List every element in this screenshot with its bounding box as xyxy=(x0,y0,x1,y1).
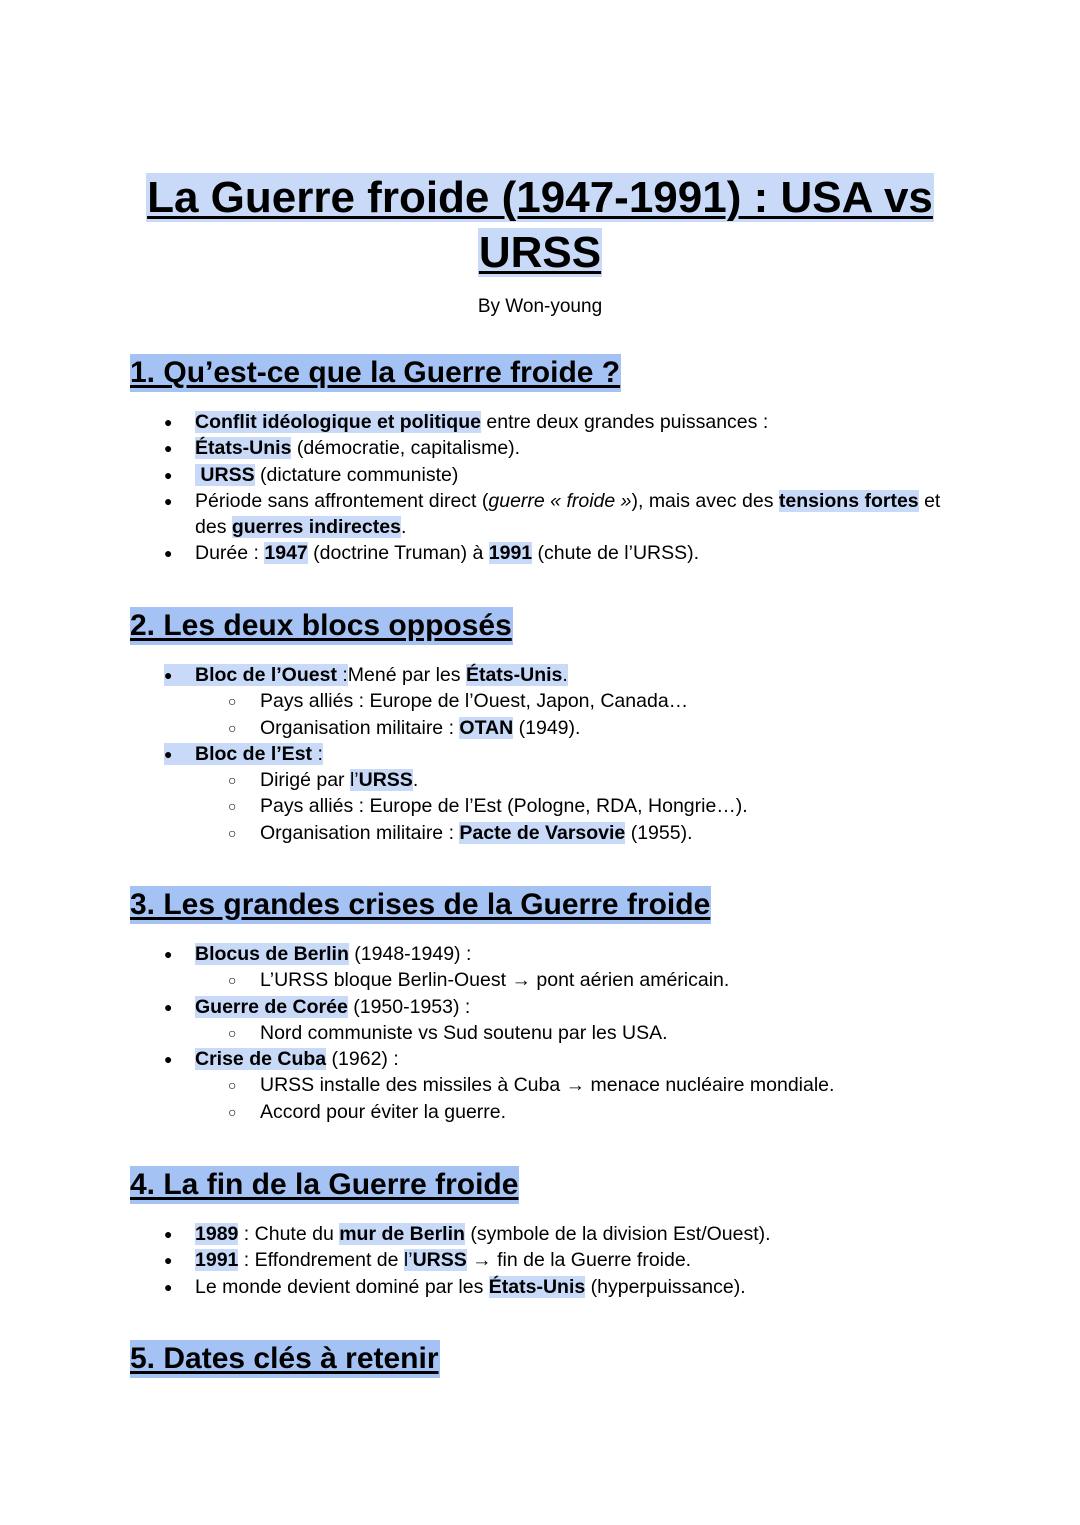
sub-list xyxy=(195,967,960,993)
section-1 xyxy=(130,354,960,567)
item-text: → fin de la Guerre froide. xyxy=(466,1249,692,1272)
list-item xyxy=(130,994,960,1047)
bullet-list xyxy=(130,1221,960,1300)
item-text: Mené par les xyxy=(347,664,466,686)
bullet-icon: ● xyxy=(164,466,173,483)
list-item xyxy=(130,941,960,994)
sub-list-item xyxy=(195,1099,960,1125)
bold-term: tensions fortes xyxy=(778,489,919,512)
bold-term: URSS xyxy=(195,463,255,486)
item-text: (1950-1953) : xyxy=(347,995,471,1018)
highlighted-label xyxy=(164,664,348,686)
section-heading: 2. Les deux blocs opposés xyxy=(130,607,513,645)
bullet-icon: ● xyxy=(164,414,173,430)
item-text: : xyxy=(336,664,348,686)
bullet-icon: ● xyxy=(164,998,173,1015)
circle-bullet-icon: ○ xyxy=(228,824,237,841)
section-2 xyxy=(130,607,960,846)
italic-text: guerre « froide » xyxy=(488,489,632,512)
circle-bullet-icon: ○ xyxy=(228,1103,237,1120)
bold-term: Bloc de l’Ouest xyxy=(195,664,337,686)
item-text: (1962) : xyxy=(326,1048,399,1071)
list-item xyxy=(130,540,960,566)
section-5 xyxy=(130,1340,960,1378)
bold-term: États-Unis xyxy=(488,1275,586,1298)
bold-term: guerres indirectes xyxy=(231,516,401,539)
bullet-icon: ● xyxy=(164,1226,173,1242)
item-text: Période sans affrontement direct ( xyxy=(195,489,489,512)
circle-bullet-icon: ○ xyxy=(228,772,237,789)
bullet-icon: ● xyxy=(164,492,173,509)
item-text: : xyxy=(312,742,323,765)
bold-date: 1947 xyxy=(264,542,308,565)
item-text: ), mais avec des xyxy=(631,489,779,512)
sub-list xyxy=(195,1020,960,1046)
author-line: By Won-young xyxy=(477,296,603,317)
bullet-icon: ● xyxy=(164,667,173,683)
bold-term: URSS xyxy=(412,1249,467,1272)
sub-list xyxy=(195,688,960,741)
list-item xyxy=(130,409,960,435)
item-text: (1955). xyxy=(625,821,693,844)
circle-bullet-icon: ○ xyxy=(228,972,237,989)
item-text: et des xyxy=(195,489,941,539)
bullet-icon: ● xyxy=(164,946,173,962)
bold-term: Bloc de l’Est xyxy=(195,742,313,765)
highlighted-label xyxy=(164,743,323,765)
item-text: (1948-1949) : xyxy=(348,943,472,965)
item-text: Dirigé par xyxy=(260,769,350,792)
sub-list xyxy=(195,1072,960,1125)
sub-list-item xyxy=(195,820,960,846)
bold-date: 1991 xyxy=(488,542,533,565)
item-text: Pays alliés : Europe de l’Est (Pologne, RDA, Hongrie…). xyxy=(260,795,748,818)
title-line-2: URSS xyxy=(478,228,602,277)
item-text: entre deux grandes puissances : xyxy=(480,411,769,433)
sub-list xyxy=(195,767,960,846)
bold-term: mur de Berlin xyxy=(339,1223,465,1245)
section-heading: 5. Dates clés à retenir xyxy=(130,1340,440,1378)
bold-term: Pacte de Varsovie xyxy=(459,821,626,844)
bold-term: États-Unis xyxy=(195,437,292,460)
bold-date: 1989 xyxy=(195,1223,239,1245)
item-text: (hyperpuissance). xyxy=(585,1275,746,1298)
circle-bullet-icon: ○ xyxy=(228,693,237,710)
item-text: (démocratie, capitalisme). xyxy=(291,437,521,460)
section-heading: 1. Qu’est-ce que la Guerre froide ? xyxy=(130,354,621,392)
item-text: (dictature communiste) xyxy=(254,463,459,486)
bullet-icon: ● xyxy=(164,1278,173,1295)
item-text: (doctrine Truman) à xyxy=(307,542,489,565)
bold-term: Blocus de Berlin xyxy=(195,943,349,965)
list-item xyxy=(130,435,960,461)
circle-bullet-icon: ○ xyxy=(228,719,237,736)
bold-date: 1991 xyxy=(195,1249,239,1272)
bullet-icon: ● xyxy=(164,1252,173,1269)
list-item xyxy=(130,1247,960,1273)
item-text: (symbole de la division Est/Ouest). xyxy=(464,1223,771,1245)
item-text: . xyxy=(400,516,407,539)
item-text: . xyxy=(562,664,568,686)
sub-list-item xyxy=(195,688,960,714)
item-text: URSS installe des missiles à Cuba → menace nucléaire mondiale. xyxy=(260,1074,835,1097)
list-item xyxy=(130,1046,960,1125)
item-text: Accord pour éviter la guerre. xyxy=(260,1100,507,1123)
list-item xyxy=(130,662,960,741)
title-block xyxy=(0,170,1080,320)
list-item xyxy=(130,1221,960,1247)
item-text: Organisation militaire : xyxy=(260,821,460,844)
item-text: Nord communiste vs Sud soutenu par les USA. xyxy=(260,1021,668,1044)
item-text: (chute de l’URSS). xyxy=(532,542,700,565)
item-text: Le monde devient dominé par les xyxy=(195,1275,489,1298)
item-text: : Effondrement de xyxy=(238,1249,404,1272)
bullet-list xyxy=(130,941,960,1125)
section-heading: 3. Les grandes crises de la Guerre froide xyxy=(130,886,711,924)
circle-bullet-icon: ○ xyxy=(228,798,237,815)
bold-term: Guerre de Corée xyxy=(195,995,348,1018)
item-text: (1949). xyxy=(513,716,581,739)
item-text: Pays alliés : Europe de l’Ouest, Japon, Canada… xyxy=(260,690,689,713)
circle-bullet-icon: ○ xyxy=(228,1024,237,1041)
item-text: Durée : xyxy=(195,542,265,565)
bold-term: URSS xyxy=(358,769,413,792)
sub-list-item xyxy=(195,715,960,741)
document-title xyxy=(0,170,1080,280)
item-text: L’URSS bloque Berlin-Ouest → pont aérien américain. xyxy=(260,969,730,992)
item-text: l’ xyxy=(349,769,359,792)
sub-list-item xyxy=(195,967,960,993)
item-text: Organisation militaire : xyxy=(260,716,460,739)
bullet-icon: ● xyxy=(164,1051,173,1068)
section-heading: 4. La fin de la Guerre froide xyxy=(130,1166,519,1204)
item-text: : Chute du xyxy=(238,1223,340,1245)
bullet-list xyxy=(130,409,960,567)
sub-list-item xyxy=(195,793,960,819)
sub-list-item xyxy=(195,767,960,793)
circle-bullet-icon: ○ xyxy=(228,1077,237,1094)
sub-list-item xyxy=(195,1020,960,1046)
item-text: l’ xyxy=(403,1249,413,1272)
sub-list-item xyxy=(195,1072,960,1098)
title-line-1: La Guerre froide (1947-1991) : USA vs xyxy=(147,173,933,222)
bold-term: États-Unis xyxy=(465,664,563,686)
bold-term: Conflit idéologique et politique xyxy=(195,411,481,433)
list-item xyxy=(130,488,960,541)
item-text: . xyxy=(412,769,419,792)
bullet-icon: ● xyxy=(164,745,173,762)
list-item xyxy=(130,741,960,846)
bold-term: OTAN xyxy=(459,716,514,739)
bullet-icon: ● xyxy=(164,545,173,562)
bullet-icon: ● xyxy=(164,440,173,457)
section-4 xyxy=(130,1166,960,1300)
bullet-list xyxy=(130,662,960,846)
list-item xyxy=(130,462,960,488)
section-3 xyxy=(130,886,960,1125)
list-item xyxy=(130,1274,960,1300)
bold-term: Crise de Cuba xyxy=(195,1048,327,1071)
